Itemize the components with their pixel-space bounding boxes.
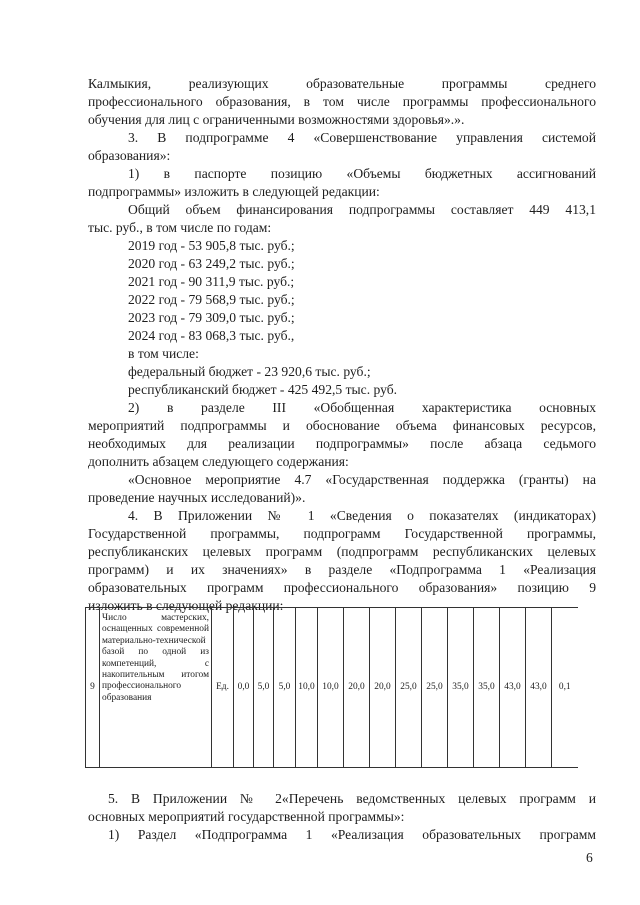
page-number: 6 <box>586 850 593 865</box>
paragraph-line: 1) Раздел «Подпрограмма 1 «Реализация образовательных программ <box>108 827 596 842</box>
republic-budget: республиканский бюджет - 425 492,5 тыс. руб. <box>128 382 398 397</box>
row-number: 9 <box>86 608 100 768</box>
paragraph-line: программ) и их значениях» в разделе «Подпрограмма 1 «Реализация <box>88 562 596 577</box>
paragraph-line: республиканских целевых программ (подпрограмм республиканских целевых <box>88 544 596 559</box>
paragraph-line: тыс. руб., в том числе по годам: <box>88 220 272 235</box>
paragraph-line: обучения для лиц с ограниченными возможностями здоровья».». <box>88 112 465 127</box>
value-cell: 43,0 <box>500 608 526 768</box>
funding-year: 2022 год - 79 568,9 тыс. руб.; <box>128 292 295 307</box>
paragraph-line: подпрограммы» изложить в следующей редакции: <box>88 184 380 199</box>
table-row <box>86 608 597 768</box>
value-cell: 10,0 <box>296 608 318 768</box>
value-cell: 20,0 <box>344 608 370 768</box>
value-cell: 35,0 <box>448 608 474 768</box>
value-cell: 43,0 <box>526 608 552 768</box>
funding-year: 2021 год - 90 311,9 тыс. руб.; <box>128 274 295 289</box>
value-cell: 25,0 <box>396 608 422 768</box>
federal-budget: федеральный бюджет - 23 920,6 тыс. руб.; <box>128 364 371 379</box>
value-cell: 0,0 <box>234 608 254 768</box>
funding-year: 2019 год - 53 905,8 тыс. руб.; <box>128 238 295 253</box>
paragraph-line: Калмыкия, реализующих образовательные программы среднего <box>88 76 596 91</box>
value-cell: 0,1 <box>552 608 578 768</box>
paragraph-line: дополнить абзацем следующего содержания: <box>88 454 349 469</box>
quote-line: «Основное мероприятие 4.7 «Государственная поддержка (гранты) на <box>128 472 596 487</box>
paragraph-line: образовательных программ профессионального образования» позицию 9 <box>88 580 596 595</box>
paragraph-line: образования»: <box>88 148 171 163</box>
section-5-heading: 5. В Приложении № 2«Перечень ведомственных целевых программ и <box>108 791 596 806</box>
paragraph-line: 2) в разделе III «Обобщенная характеристика основных <box>128 400 596 415</box>
paragraph-line: мероприятий подпрограммы и обоснование объема финансовых ресурсов, <box>88 418 596 433</box>
indicator-description: Число мастерских, оснащенных современной материально-технической базой по одной из компетенций, с накопительным итогом профессионального образования <box>100 608 212 768</box>
funding-year: 2024 год - 83 068,3 тыс. руб., <box>128 328 295 343</box>
unit-cell: Ед. <box>212 608 234 768</box>
quote-line: проведение научных исследований)». <box>88 490 306 505</box>
paragraph-line: Государственной программы, подпрограмм Государственной программы, <box>88 526 596 541</box>
paragraph-line: 1) в паспорте позицию «Объемы бюджетных ассигнований <box>128 166 596 181</box>
value-cell: 35,0 <box>474 608 500 768</box>
funding-year: 2020 год - 63 249,2 тыс. руб.; <box>128 256 295 271</box>
value-cell: 5,0 <box>254 608 274 768</box>
value-cell: 25,0 <box>422 608 448 768</box>
paragraph-line: профессионального образования, в том числе программы профессионального <box>88 94 596 109</box>
paragraph-line: необходимых для реализации подпрограммы» после абзаца седьмого <box>88 436 596 451</box>
value-cell: 10,0 <box>318 608 344 768</box>
value-cell: 20,0 <box>370 608 396 768</box>
section-3-heading: 3. В подпрограмме 4 «Совершенствование управления системой <box>128 130 596 145</box>
value-cell: 5,0 <box>274 608 296 768</box>
indicator-table <box>85 607 597 768</box>
paragraph-line: изложить в следующей редакции: <box>88 598 284 613</box>
funding-total: Общий объем финансирования подпрограммы составляет 449 413,1 <box>128 202 596 217</box>
paragraph-line: основных мероприятий государственной программы»: <box>88 809 405 824</box>
paragraph-line: в том числе: <box>128 346 199 361</box>
funding-year: 2023 год - 79 309,0 тыс. руб.; <box>128 310 295 325</box>
section-4-heading: 4. В Приложении № 1 «Сведения о показателях (индикаторах) <box>128 508 596 523</box>
